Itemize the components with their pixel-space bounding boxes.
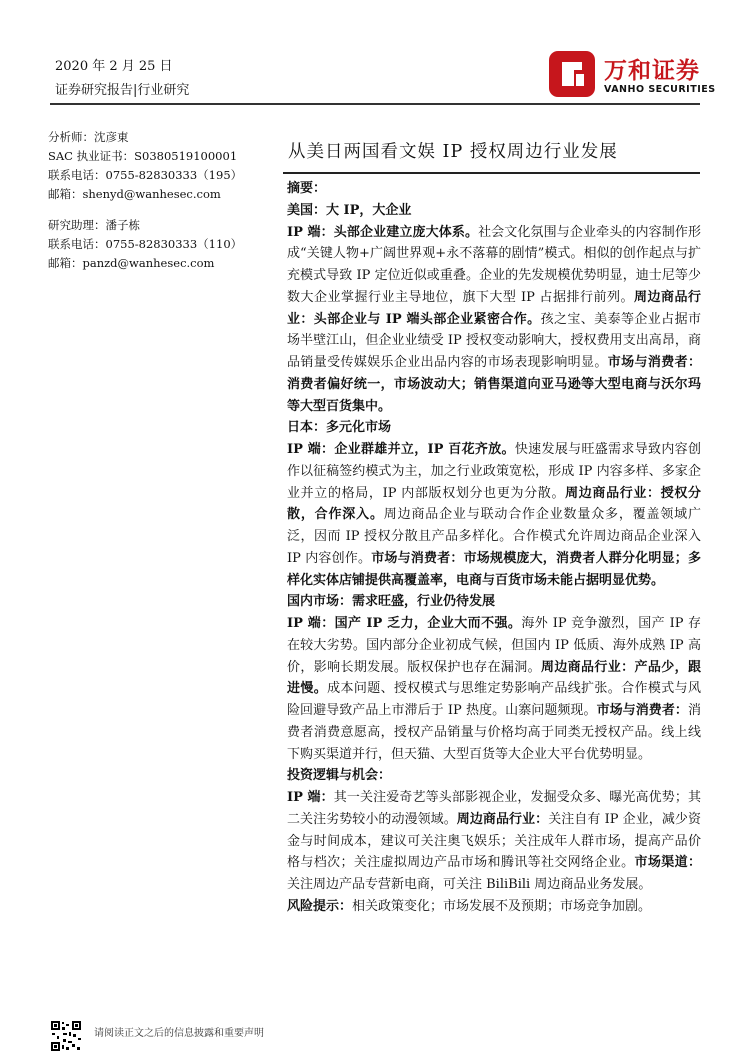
invest-channel-text: 关注周边产品专营新电商，可关注 BiliBili 周边商品业务发展。 — [287, 877, 652, 892]
spacer — [48, 204, 278, 216]
risk-text: 相关政策变化；市场发展不及预期；市场竞争加剧。 — [352, 898, 652, 914]
risk-label: 风险提示： — [287, 898, 353, 914]
cn-goods-label: 周边商品行业：产品少，跟进慢。 — [287, 659, 701, 697]
jp-ip-text: 快速发展与旺盛需求导致内容创作以征稿签约模式为主，加之行业政策宽松，形成 IP 内容多样、多家企业并立的格局，IP 内部版权划分也更为分散。 — [287, 442, 701, 501]
us-heading: 美国：大 IP，大企业 — [287, 202, 412, 218]
cn-ip-label: IP 端：国产 IP 乏力，企业大而不强。 — [287, 616, 522, 631]
logo-chinese-name: 万和证券 — [604, 58, 700, 84]
us-goods-text: 孩之宝、美泰等企业占据市场半壁江山，但企业业绩受 IP 授权变动影响大，授权费用支出高昂，商品销量受传媒娱乐企业出品内容的市场表现影响明显。 — [287, 311, 701, 370]
title-divider — [283, 172, 700, 174]
jp-paragraph — [287, 439, 701, 591]
jp-goods-label: 周边商品行业：授权分散，合作深入。 — [287, 485, 701, 523]
cn-goods-text: 成本问题、授权模式与思维定势影响产品线扩张。合作模式与风险回避导致产品上市滞后于 IP 热度。山寨问题频现。 — [287, 681, 701, 718]
invest-ip-label: IP 端： — [287, 790, 334, 805]
logo-mark-icon — [548, 50, 596, 98]
jp-goods-text: 周边商品企业与联动合作企业数量众多，覆盖领域广泛，因而 IP 授权分散且产品多样化。合作模式允许周边商品企业深入 IP 内容创作。 — [287, 507, 701, 566]
invest-paragraph — [287, 787, 701, 896]
cn-market-label: 市场与消费者： — [596, 703, 688, 718]
summary-heading: 摘要： — [287, 181, 327, 196]
analyst-phone: 联系电话：0755-82830333（195） — [48, 168, 243, 182]
assistant-email: 邮箱：panzd@wanhesec.com — [48, 256, 215, 270]
cn-paragraph — [287, 613, 701, 765]
us-market-label: 市场与消费者：消费者偏好统一，市场波动大；销售渠道向亚马逊等大型电商与沃尔玛等大型百货集中。 — [287, 355, 701, 414]
invest-ip-text: 其一关注爱奇艺等头部影视企业，发掘受众多、曝光高优势；其二关注劣势较小的动漫领域。 — [287, 790, 701, 827]
jp-market-label: 市场与消费者：市场规模庞大，消费者人群分化明显；多样化实体店铺提供高覆盖率，电商与百货市场未能占据明显优势。 — [287, 550, 701, 588]
report-title: 从美日两国看文娱 IP 授权周边行业发展 — [288, 142, 618, 162]
invest-goods-label: 周边商品行业： — [456, 811, 549, 827]
jp-ip-label: IP 端：企业群雄并立，IP 百花齐放。 — [287, 442, 515, 457]
us-ip-label: IP 端：头部企业建立庞大体系。 — [287, 224, 479, 240]
jp-heading: 日本：多元化市场 — [287, 420, 392, 436]
cn-market-text: 消费者消费意愿高，授权产品销量与价格均高于同类无授权产品。线上线下购买渠道并行，但天猫、大型百货等大企业大平台优势明显。 — [287, 703, 701, 762]
report-date: 2020 年 2 月 25 日 — [55, 59, 173, 74]
report-type: 证券研究报告|行业研究 — [55, 83, 190, 98]
invest-heading: 投资逻辑与机会： — [287, 768, 392, 784]
risk-paragraph — [287, 896, 701, 918]
analyst-info — [48, 128, 278, 273]
logo-english-name: VANHO SECURITIES — [604, 84, 716, 95]
analyst-sac: SAC 执业证书：S0380519100001 — [48, 149, 238, 163]
analyst-email: 邮箱：shenyd@wanhesec.com — [48, 187, 221, 201]
us-paragraph — [287, 222, 701, 418]
us-ip-text: 社会文化氛围与企业牵头的内容制作形成“关键人物+广阔世界观+永不落幕的剧情”模式。相似的创作起点与扩充模式导致 IP 定位近似或重叠。企业的先发规模优势明显，迪士尼等少数大企业掌握行业主导地位，旗下大型 IP 占据排行前列。 — [287, 224, 701, 305]
us-goods-label: 周边商品行业：头部企业与 IP 端头部企业紧密合作。 — [287, 289, 701, 327]
invest-goods-text: 关注自有 IP 企业，减少资金与时间成本，建议可关注奥飞娱乐；关注成年人群市场，提高产品价格与档次；关注虚拟周边产品市场和腾讯等社交网络企业。 — [287, 811, 701, 871]
assistant-name: 研究助理：潘子栋 — [48, 218, 140, 232]
qr-code-icon — [50, 1020, 82, 1052]
cn-ip-text: 海外 IP 竞争激烈，国产 IP 存在较大劣势。国内部分企业初成气候，但国内 IP 低质、海外成熟 IP 高价，影响长期发展。版权保护也存在漏洞。 — [287, 616, 701, 675]
company-logo — [548, 50, 716, 100]
summary-body — [287, 178, 701, 918]
header-divider — [50, 103, 700, 105]
assistant-phone: 联系电话：0755-82830333（110） — [48, 237, 243, 251]
cn-heading: 国内市场：需求旺盛，行业仍待发展 — [287, 594, 496, 610]
disclaimer-note: 请阅读正文之后的信息披露和重要声明 — [94, 1028, 264, 1039]
analyst-name: 分析师：沈彦東 — [48, 130, 129, 144]
invest-channel-label: 市场渠道： — [634, 855, 701, 871]
